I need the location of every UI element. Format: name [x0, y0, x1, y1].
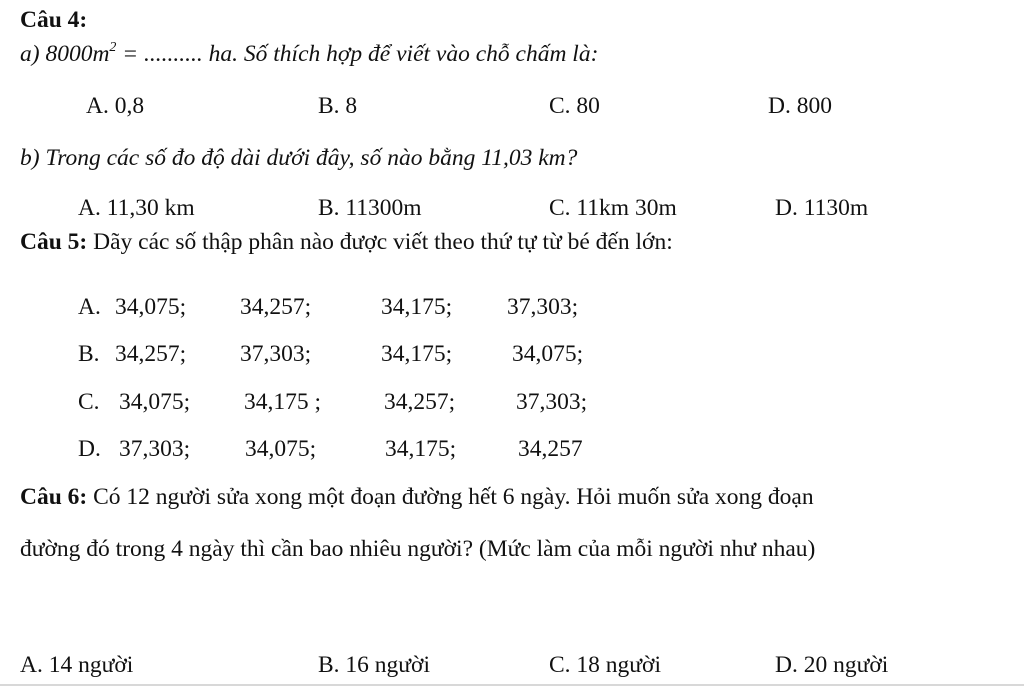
q4a-question — [20, 40, 598, 68]
q4a-prefix: a) 8000m — [20, 41, 110, 67]
q4b-option-a: A. 11,30 km — [78, 195, 195, 221]
q4a-exponent: 2 — [109, 40, 117, 55]
q4a-suffix: = .......... ha. Số thích hợp để viết vào chỗ chấm là: — [116, 41, 599, 67]
q4a-option-d: D. 800 — [768, 93, 832, 119]
q5-option-c-value-4: 37,303; — [516, 389, 588, 415]
q5-option-d-letter: D. — [78, 436, 101, 462]
q4-title: Câu 4: — [20, 7, 88, 33]
q6-option-a: A. 14 người — [20, 652, 134, 678]
q4b-option-c: C. 11km 30m — [549, 195, 677, 221]
q5-option-d-value-1: 37,303; — [119, 436, 191, 462]
q4a-option-a: A. 0,8 — [86, 93, 145, 119]
q5-option-a-value-4: 37,303; — [507, 294, 579, 320]
q5-question — [20, 228, 673, 256]
q5-option-b-value-2: 37,303; — [240, 341, 312, 367]
q5-option-b-letter: B. — [78, 341, 100, 367]
q6-option-b: B. 16 người — [318, 652, 430, 678]
q5-option-a-value-1: 34,075; — [115, 294, 187, 320]
q4a-option-b: B. 8 — [318, 93, 358, 119]
q4b-option-b: B. 11300m — [318, 195, 422, 221]
q5-option-b-value-4: 34,075; — [512, 341, 584, 367]
q5-option-a-letter: A. — [78, 294, 101, 320]
q5-option-d-value-4: 34,257 — [518, 436, 583, 462]
q5-option-c-value-2: 34,175 ; — [244, 389, 322, 415]
q6-question-line-1 — [20, 483, 814, 511]
q5-option-b-value-3: 34,175; — [381, 341, 453, 367]
q5-option-a-value-3: 34,175; — [381, 294, 453, 320]
q5-option-c-value-3: 34,257; — [384, 389, 456, 415]
q5-option-a-value-2: 34,257; — [240, 294, 312, 320]
q5-option-c-value-1: 34,075; — [119, 389, 191, 415]
q4b-option-d: D. 1130m — [775, 195, 869, 221]
q6-question-line-2: đường đó trong 4 ngày thì cần bao nhiêu người? (Mức làm của mỗi người như nhau) — [20, 536, 816, 562]
q5-option-c-letter: C. — [78, 389, 100, 415]
q4b-question: b) Trong các số đo độ dài dưới đây, số nào bằng 11,03 km? — [20, 145, 578, 171]
q5-label: Câu 5: — [20, 229, 88, 255]
bottom-divider — [0, 684, 1024, 686]
q5-text: Dãy các số thập phân nào được viết theo thứ tự từ bé đến lớn: — [87, 229, 673, 255]
q6-label: Câu 6: — [20, 484, 88, 510]
q6-option-d: D. 20 người — [775, 652, 889, 678]
q4a-option-c: C. 80 — [549, 93, 600, 119]
q5-option-d-value-3: 34,175; — [385, 436, 457, 462]
q5-option-b-value-1: 34,257; — [115, 341, 187, 367]
q5-option-d-value-2: 34,075; — [245, 436, 317, 462]
q6-line1: Có 12 người sửa xong một đoạn đường hết 6 ngày. Hỏi muốn sửa xong đoạn — [87, 484, 814, 510]
q6-option-c: C. 18 người — [549, 652, 661, 678]
